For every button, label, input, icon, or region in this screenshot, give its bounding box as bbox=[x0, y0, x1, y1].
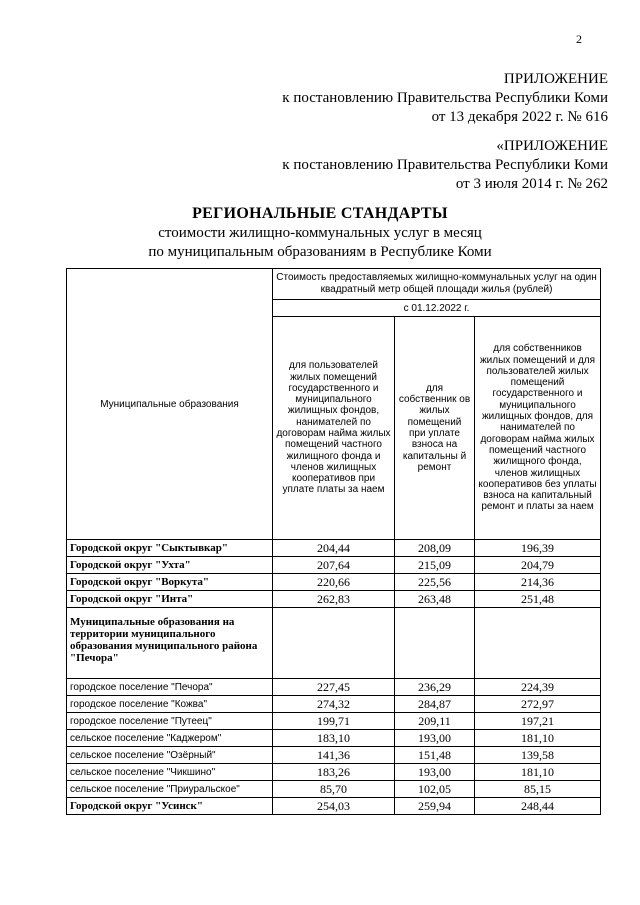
municipality-name: городское поселение "Путеец" bbox=[67, 713, 273, 730]
table-row bbox=[67, 798, 601, 815]
table-row bbox=[67, 557, 601, 574]
cost-value-v2: 193,00 bbox=[395, 730, 475, 747]
cost-value-v1: 199,71 bbox=[273, 713, 395, 730]
cost-value-v1: 227,45 bbox=[273, 679, 395, 696]
title-subtitle-2: по муниципальным образованиям в Республике Коми bbox=[148, 244, 492, 260]
cost-value-v2 bbox=[395, 608, 475, 679]
title-subtitle-1: стоимости жилищно-коммунальных услуг в месяц bbox=[158, 225, 482, 241]
cost-value-v2: 151,48 bbox=[395, 747, 475, 764]
table-row bbox=[67, 574, 601, 591]
table-row bbox=[67, 591, 601, 608]
cost-value-v1: 183,26 bbox=[273, 764, 395, 781]
table-row bbox=[67, 696, 601, 713]
cost-value-v1: 220,66 bbox=[273, 574, 395, 591]
table-row bbox=[67, 713, 601, 730]
cost-value-v1 bbox=[273, 608, 395, 679]
annex-resolution-date-original: от 3 июля 2014 г. № 262 bbox=[455, 176, 608, 192]
cost-value-v2: 225,56 bbox=[395, 574, 475, 591]
annex-resolution-date: от 13 декабря 2022 г. № 616 bbox=[431, 109, 608, 125]
page-number: 2 bbox=[576, 32, 582, 46]
title-main: РЕГИОНАЛЬНЫЕ СТАНДАРТЫ bbox=[192, 205, 448, 222]
cost-value-v2: 259,94 bbox=[395, 798, 475, 815]
cost-value-v1: 262,83 bbox=[273, 591, 395, 608]
municipality-name: Городской округ "Воркута" bbox=[67, 574, 273, 591]
annex-header-original bbox=[282, 137, 608, 194]
cost-value-v2: 263,48 bbox=[395, 591, 475, 608]
cost-value-v3: 196,39 bbox=[475, 540, 601, 557]
cost-value-v3: 272,97 bbox=[475, 696, 601, 713]
annex-resolution-ref-original: к постановлению Правительства Республики Коми bbox=[282, 157, 608, 173]
cost-value-v2: 284,87 bbox=[395, 696, 475, 713]
municipality-name: Муниципальные образования на территории муниципального образования муниципального района "Печора" bbox=[67, 608, 273, 679]
cost-value-v2: 102,05 bbox=[395, 781, 475, 798]
municipality-name: Городской округ "Усинск" bbox=[67, 798, 273, 815]
table-row bbox=[67, 540, 601, 557]
document-title bbox=[0, 204, 640, 262]
municipality-name: Городской округ "Ухта" bbox=[67, 557, 273, 574]
municipality-name: городское поселение "Кожва" bbox=[67, 696, 273, 713]
column-header-tenants: для пользователей жилых помещений государственного и муниципального жилищных фондов, нанимателей по договорам найма жилых помещений частного жилищного фонда и членов жилищных кооперативов при уплате платы за наем bbox=[273, 317, 395, 540]
municipality-name: сельское поселение "Приуральское" bbox=[67, 781, 273, 798]
table-row bbox=[67, 730, 601, 747]
cost-value-v3: 251,48 bbox=[475, 591, 601, 608]
cost-value-v1: 141,36 bbox=[273, 747, 395, 764]
cost-value-v2: 208,09 bbox=[395, 540, 475, 557]
cost-value-v3: 197,21 bbox=[475, 713, 601, 730]
column-header-owners-capital-repair: для собственник ов жилых помещений при уплате взноса на капитальны й ремонт bbox=[395, 317, 475, 540]
standards-table bbox=[66, 268, 601, 815]
municipality-name: сельское поселение "Каджером" bbox=[67, 730, 273, 747]
column-header-municipalities: Муниципальные образования bbox=[67, 269, 273, 540]
annex-title-original: «ПРИЛОЖЕНИЕ bbox=[496, 138, 608, 154]
table-row bbox=[67, 781, 601, 798]
cost-value-v2: 236,29 bbox=[395, 679, 475, 696]
cost-value-v2: 215,09 bbox=[395, 557, 475, 574]
municipality-name: Городской округ "Инта" bbox=[67, 591, 273, 608]
table-row bbox=[67, 747, 601, 764]
column-header-owners-no-capital-repair: для собственников жилых помещений и для пользователей жилых помещений государственного и муниципального жилищных фондов, для нанимателей по договорам найма жилых помещений частного жилищного фонда, членов жилищных кооперативов без уплаты взноса на капитальный ремонт и платы за наем bbox=[475, 317, 601, 540]
cost-value-v1: 254,03 bbox=[273, 798, 395, 815]
annex-resolution-ref: к постановлению Правительства Республики Коми bbox=[282, 90, 608, 106]
cost-value-v1: 207,64 bbox=[273, 557, 395, 574]
cost-value-v2: 193,00 bbox=[395, 764, 475, 781]
annex-header-current bbox=[282, 70, 608, 127]
municipality-name: Городской округ "Сыктывкар" bbox=[67, 540, 273, 557]
cost-value-v1: 85,70 bbox=[273, 781, 395, 798]
municipality-name: сельское поселение "Чикшино" bbox=[67, 764, 273, 781]
cost-value-v3: 181,10 bbox=[475, 730, 601, 747]
municipality-name: городское поселение "Печора" bbox=[67, 679, 273, 696]
table-row bbox=[67, 764, 601, 781]
table-row bbox=[67, 679, 601, 696]
cost-value-v1: 204,44 bbox=[273, 540, 395, 557]
cost-value-v2: 209,11 bbox=[395, 713, 475, 730]
cost-value-v3: 139,58 bbox=[475, 747, 601, 764]
cost-value-v3: 204,79 bbox=[475, 557, 601, 574]
cost-value-v3: 214,36 bbox=[475, 574, 601, 591]
column-header-date: с 01.12.2022 г. bbox=[273, 300, 601, 317]
cost-value-v3: 181,10 bbox=[475, 764, 601, 781]
municipality-name: сельское поселение "Озёрный" bbox=[67, 747, 273, 764]
cost-value-v3: 224,39 bbox=[475, 679, 601, 696]
cost-value-v3: 85,15 bbox=[475, 781, 601, 798]
cost-value-v1: 183,10 bbox=[273, 730, 395, 747]
cost-value-v1: 274,32 bbox=[273, 696, 395, 713]
cost-value-v3 bbox=[475, 608, 601, 679]
table-row bbox=[67, 608, 601, 679]
annex-title: ПРИЛОЖЕНИЕ bbox=[503, 71, 608, 87]
column-header-cost: Стоимость предоставляемых жилищно-коммунальных услуг на один квадратный метр общей площади жилья (рублей) bbox=[273, 269, 601, 300]
cost-value-v3: 248,44 bbox=[475, 798, 601, 815]
